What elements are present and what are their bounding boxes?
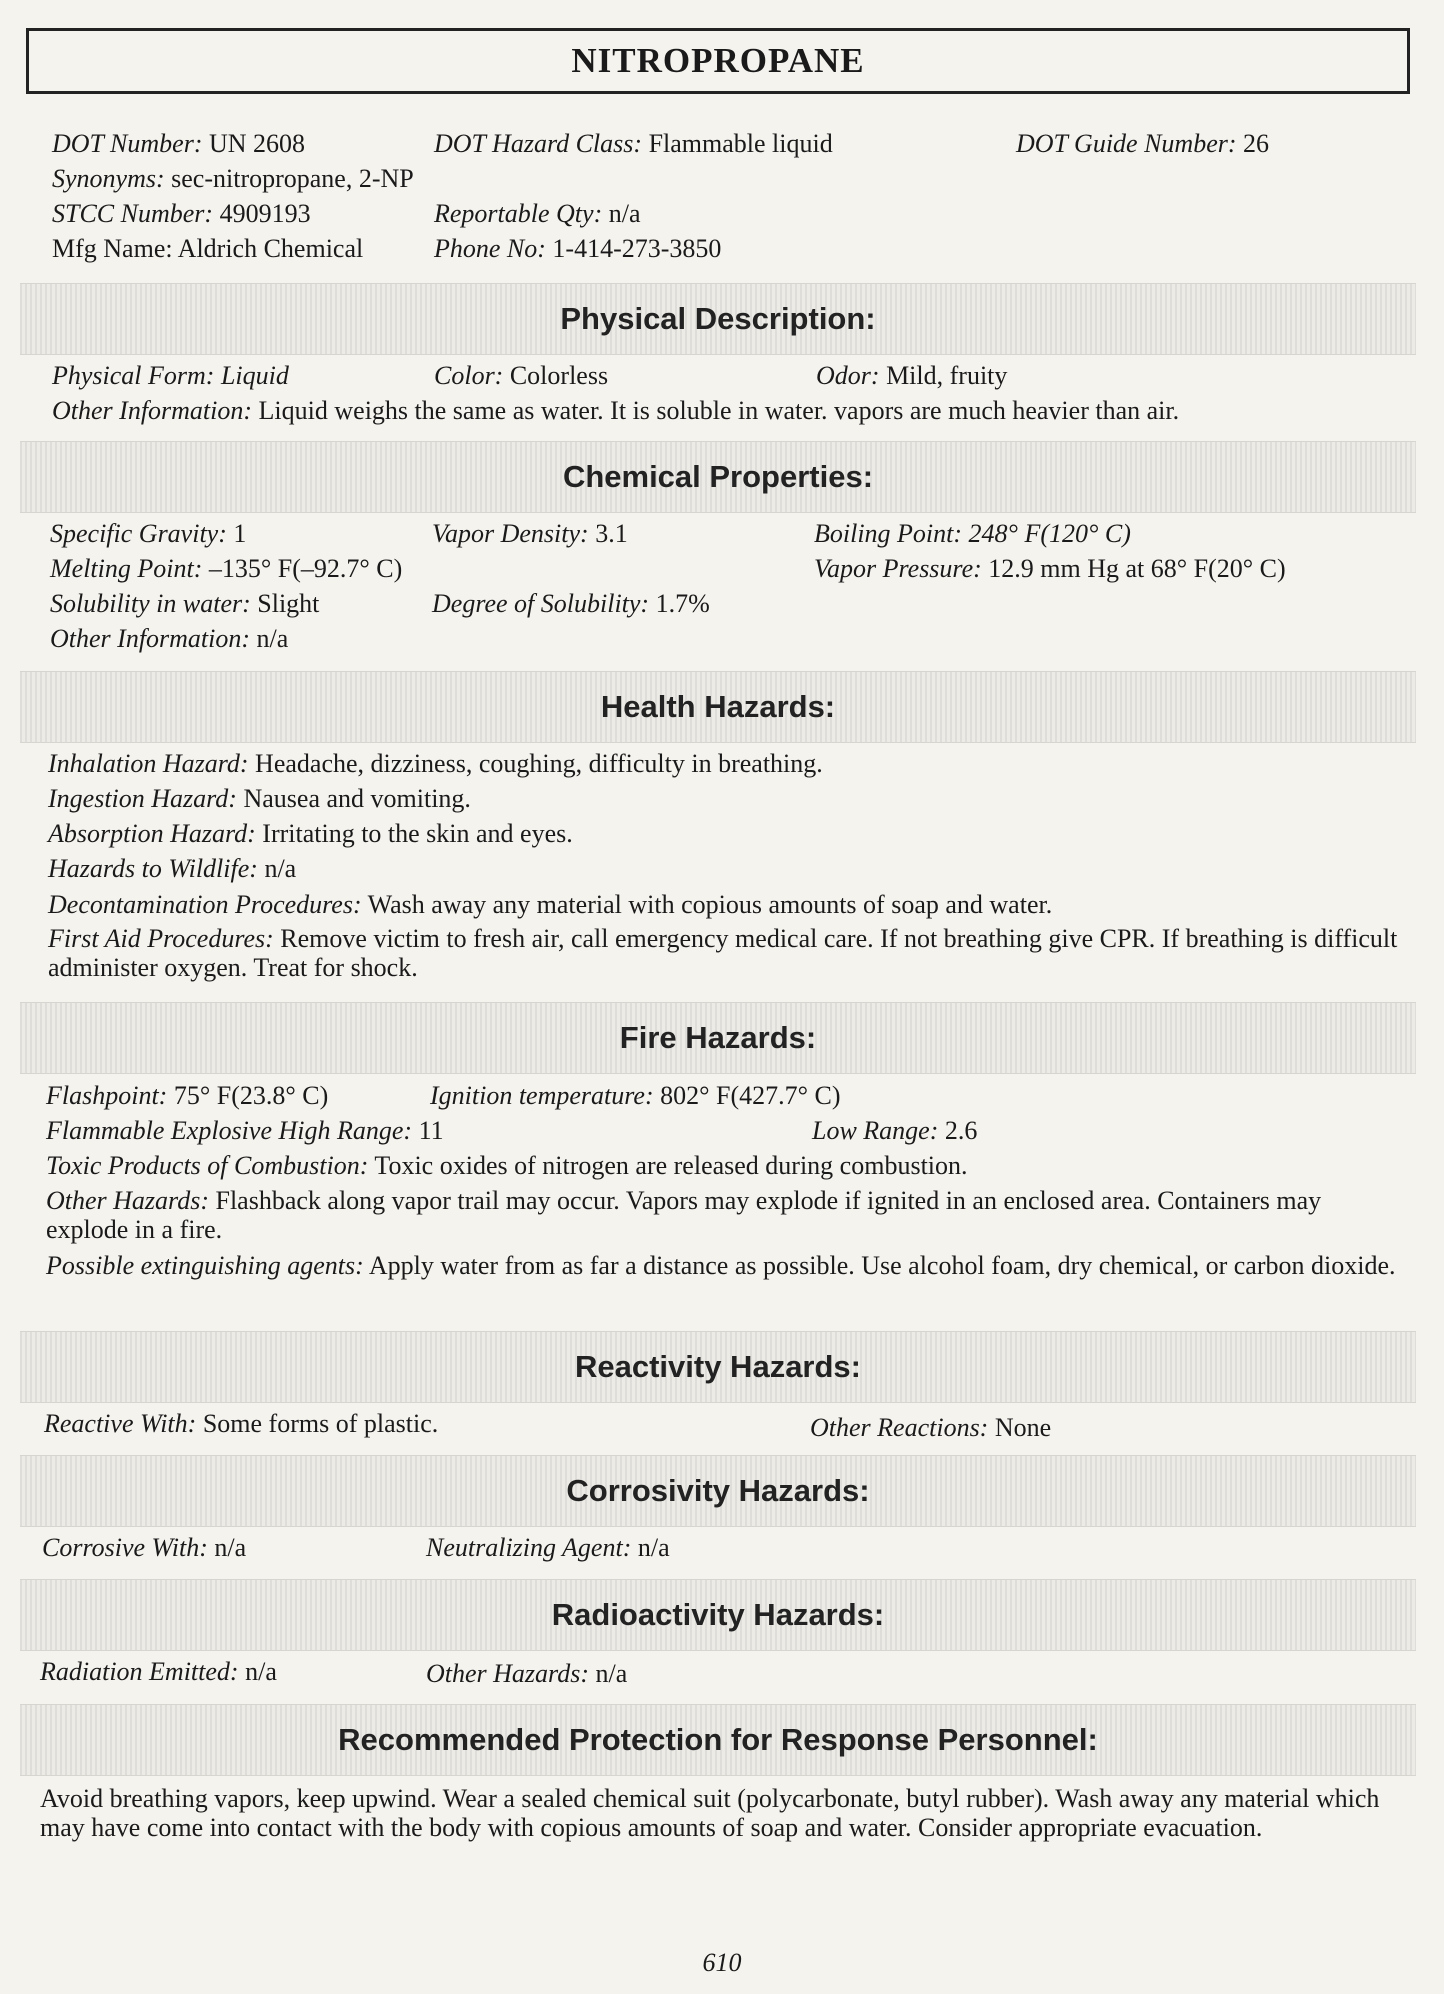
- page-number: 610: [702, 1948, 742, 1977]
- protection-text: Avoid breathing vapors, keep upwind. Wear a sealed chemical suit (polycarbonate, butyl rubber). Wash away any material which may have come into contact with the body with copious amounts of soap and water. Consider appropriate evacuation.: [40, 1784, 1380, 1842]
- dot-guide-number: DOT Guide Number: 26: [1016, 129, 1270, 158]
- section-heading: Fire Hazards:: [619, 1020, 817, 1055]
- section-physical-description: [20, 283, 1416, 355]
- reportable-qty: Reportable Qty: n/a: [434, 199, 641, 228]
- synonyms: Synonyms: sec-nitropropane, 2-NP: [52, 164, 414, 193]
- hazards-to-wildlife: Hazards to Wildlife: n/a: [48, 854, 297, 883]
- stcc-number: STCC Number: 4909193: [52, 199, 311, 228]
- physical-form: Physical Form: Liquid: [52, 361, 289, 390]
- solubility-in-water: Solubility in water: Slight: [50, 589, 320, 618]
- section-heading: Health Hazards:: [600, 689, 836, 724]
- section-heading: Recommended Protection for Response Personnel:: [338, 1722, 1098, 1757]
- section-heading: Chemical Properties:: [562, 459, 874, 494]
- section-fire-hazards: [20, 1002, 1416, 1074]
- section-heading: Reactivity Hazards:: [574, 1349, 861, 1384]
- section-heading: Corrosivity Hazards:: [566, 1473, 870, 1508]
- degree-of-solubility: Degree of Solubility: 1.7%: [432, 589, 710, 618]
- vapor-density: Vapor Density: 3.1: [432, 519, 628, 548]
- decontamination-procedures: Decontamination Procedures: Wash away any material with copious amounts of soap and water.: [48, 890, 1053, 919]
- neutralizing-agent: Neutralizing Agent: n/a: [426, 1533, 670, 1562]
- other-reactions: Other Reactions: None: [810, 1413, 1052, 1442]
- dot-number: DOT Number: UN 2608: [52, 129, 306, 158]
- extinguishing-agents: Possible extinguishing agents: Apply water from as far a distance as possible. Use alcohol foam, dry chemical, or carbon dioxide.: [46, 1251, 1396, 1280]
- section-radioactivity-hazards: [20, 1579, 1416, 1651]
- section-health-hazards: [20, 671, 1416, 743]
- section-recommended-protection: [20, 1704, 1416, 1776]
- section-reactivity-hazards: [20, 1331, 1416, 1403]
- mfg-name: Mfg Name: Aldrich Chemical: [52, 234, 364, 263]
- radiation-emitted: Radiation Emitted: n/a: [40, 1657, 277, 1686]
- flammable-high-range: Flammable Explosive High Range: 11: [46, 1116, 444, 1145]
- vapor-pressure: Vapor Pressure: 12.9 mm Hg at 68° F(20° C): [814, 554, 1286, 583]
- color: Color: Colorless: [434, 361, 609, 390]
- flashpoint: Flashpoint: 75° F(23.8° C): [46, 1081, 329, 1110]
- boiling-point: Boiling Point: 248° F(120° C): [814, 519, 1131, 548]
- first-aid-procedures: First Aid Procedures: Remove victim to fresh air, call emergency medical care. If not breathing give CPR. If breathing is difficult administer oxygen. Treat for shock.: [48, 924, 1398, 982]
- dot-hazard-class: DOT Hazard Class: Flammable liquid: [434, 129, 833, 158]
- fire-other-hazards: Other Hazards: Flashback along vapor trail may occur. Vapors may explode if ignited in an enclosed area. Containers may explode in a fire.: [46, 1186, 1322, 1244]
- section-chemical-properties: [20, 441, 1416, 513]
- section-corrosivity-hazards: [20, 1455, 1416, 1527]
- melting-point: Melting Point: –135° F(–92.7° C): [50, 554, 403, 583]
- absorption-hazard: Absorption Hazard: Irritating to the skin and eyes.: [48, 819, 573, 848]
- chemical-other-info: Other Information: n/a: [50, 624, 289, 653]
- physical-other-info: Other Information: Liquid weighs the same as water. It is soluble in water. vapors are much heavier than air.: [52, 396, 1180, 425]
- ingestion-hazard: Ingestion Hazard: Nausea and vomiting.: [48, 784, 471, 813]
- low-range: Low Range: 2.6: [812, 1116, 978, 1145]
- odor: Odor: Mild, fruity: [816, 361, 1008, 390]
- phone-no: Phone No: 1-414-273-3850: [434, 234, 722, 263]
- toxic-products: Toxic Products of Combustion: Toxic oxides of nitrogen are released during combustion.: [46, 1151, 968, 1180]
- specific-gravity: Specific Gravity: 1: [50, 519, 247, 548]
- radioactivity-other-hazards: Other Hazards: n/a: [426, 1659, 628, 1688]
- reactive-with: Reactive With: Some forms of plastic.: [44, 1409, 439, 1438]
- corrosive-with: Corrosive With: n/a: [42, 1533, 247, 1562]
- page-title: NITROPROPANE: [26, 28, 1410, 94]
- section-heading: Radioactivity Hazards:: [551, 1597, 885, 1632]
- ignition-temperature: Ignition temperature: 802° F(427.7° C): [430, 1081, 841, 1110]
- inhalation-hazard: Inhalation Hazard: Headache, dizziness, coughing, difficulty in breathing.: [48, 749, 823, 778]
- section-heading: Physical Description:: [560, 301, 876, 336]
